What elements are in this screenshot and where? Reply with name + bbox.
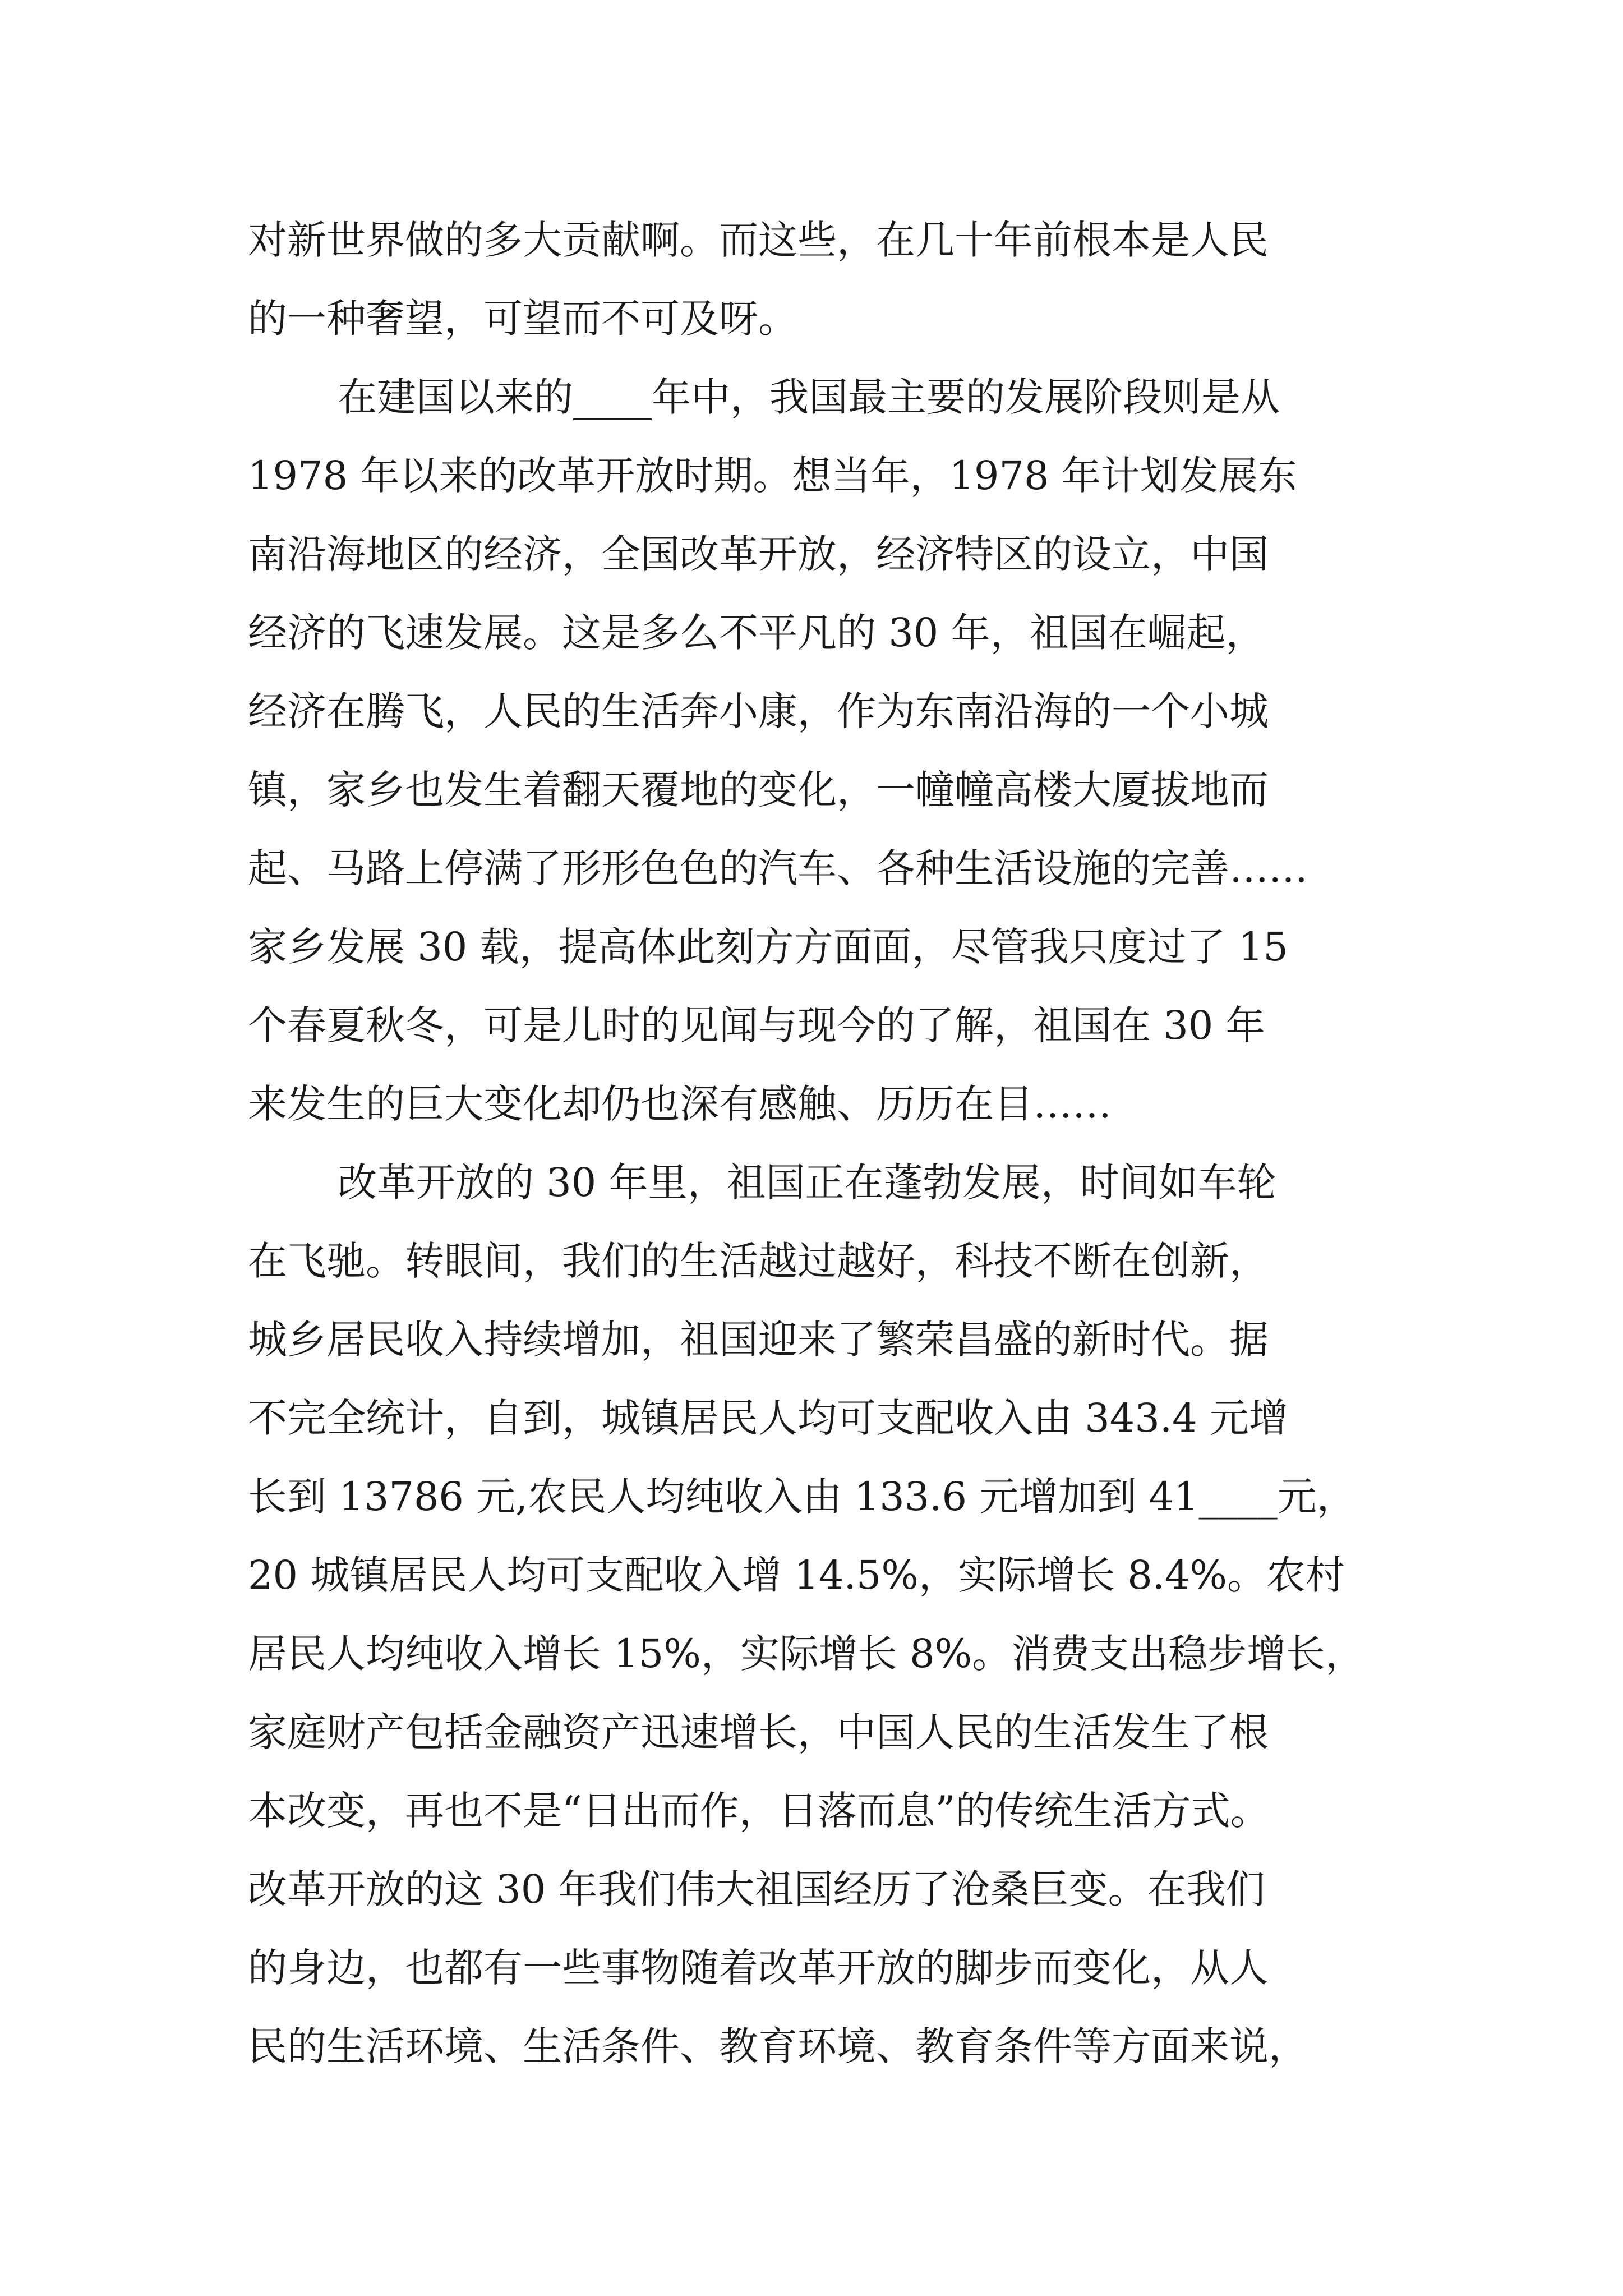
text-line-23: 的身边，也都有一些事物随着改革开放的脚步而变化，从人 (248, 1945, 1269, 1991)
paragraph-3-line-1: 改革开放的 30 年里，祖国正在蓬勃发展，时间如车轮 (338, 1159, 1276, 1205)
text-line-4: 1978 年以来的改革开放时期。想当年，1978 年计划发展东 (248, 453, 1297, 499)
text-line-16: 不完全统计，自到，城镇居民人均可支配收入由 343.4 元增 (248, 1395, 1288, 1441)
text-line-6: 经济的飞速发展。这是多么不平凡的 30 年，祖国在崛起， (248, 610, 1265, 656)
text-line-1: 对新世界做的多大贡献啊。而这些，在几十年前根本是人民 (248, 217, 1269, 263)
text-line-20: 家庭财产包括金融资产迅速增长，中国人民的生活发生了根 (248, 1709, 1269, 1755)
text-line-15: 城乡居民收入持续增加，祖国迎来了繁荣昌盛的新时代。据 (248, 1317, 1269, 1363)
text-line-2: 的一种奢望，可望而不可及呀。 (248, 296, 797, 342)
text-line-24: 民的生活环境、生活条件、教育环境、教育条件等方面来说， (248, 2023, 1308, 2069)
text-line-12: 来发生的巨大变化却仍也深有感触、历历在目…… (248, 1081, 1112, 1127)
paragraph-2-line-1: 在建国以来的____年中，我国最主要的发展阶段则是从 (338, 374, 1280, 420)
text-line-14: 在飞驰。转眼间，我们的生活越过越好，科技不断在创新， (248, 1238, 1269, 1284)
text-line-11: 个春夏秋冬，可是儿时的见闻与现今的了解，祖国在 30 年 (248, 1002, 1265, 1048)
text-line-7: 经济在腾飞，人民的生活奔小康，作为东南沿海的一个小城 (248, 688, 1269, 734)
text-line-18: 20 城镇居民人均可支配收入增 14.5%，实际增长 8.4%。农村 (248, 1552, 1345, 1598)
text-line-10: 家乡发展 30 载，提高体此刻方方面面，尽管我只度过了 15 (248, 924, 1288, 970)
text-line-21: 本改变，再也不是“日出而作，日落而息”的传统生活方式。 (248, 1788, 1270, 1834)
text-line-5: 南沿海地区的经济，全国改革开放，经济特区的设立，中国 (248, 531, 1269, 577)
text-line-8: 镇，家乡也发生着翻天覆地的变化，一幢幢高楼大厦拔地而 (248, 767, 1269, 813)
text-line-17: 长到 13786 元,农民人均纯收入由 133.6 元增加到 41____元， (248, 1474, 1356, 1520)
text-line-19: 居民人均纯收入增长 15%，实际增长 8%。消费支出稳步增长， (248, 1631, 1365, 1677)
text-line-9: 起、马路上停满了形形色色的汽车、各种生活设施的完善…… (248, 845, 1308, 891)
text-line-22: 改革开放的这 30 年我们伟大祖国经历了沧桑巨变。在我们 (248, 1866, 1265, 1912)
